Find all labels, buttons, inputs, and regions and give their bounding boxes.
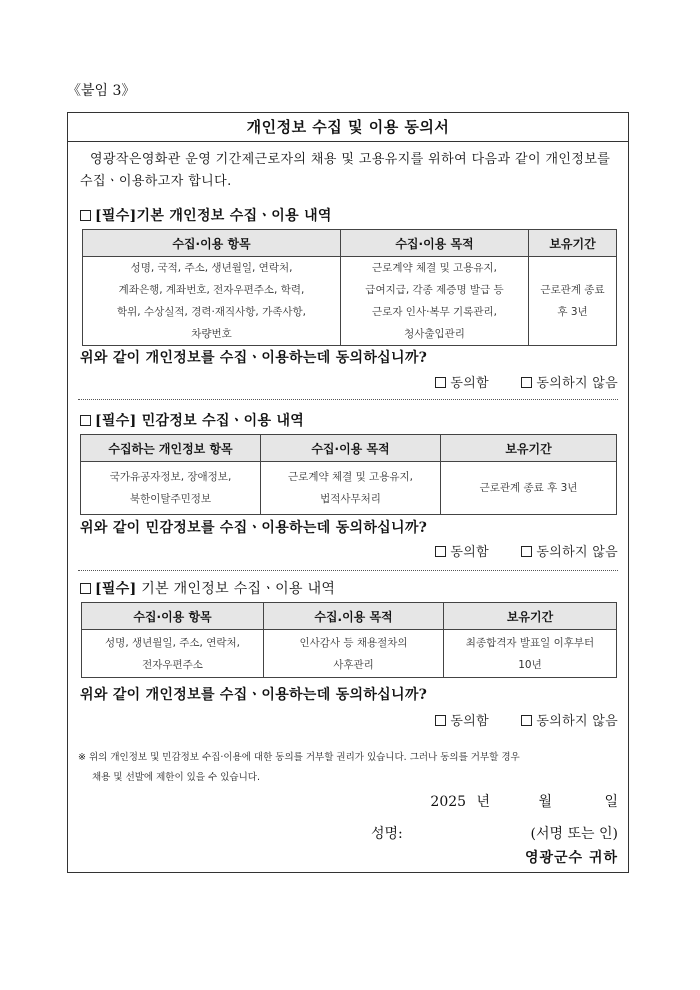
form-intro: 영광작은영화관 운영 기간제근로자의 채용 및 고용유지를 위하여 다음과 같이 개인정보를 수집ㆍ이용하고자 합니다. [80,152,611,189]
disagree-checkbox[interactable] [521,546,532,557]
year-value: 2025 [430,794,467,810]
col-header-retention: 보유기간 [529,230,617,257]
month-unit[interactable]: 월 [538,794,553,810]
agree-option[interactable]: 동의함 [435,714,489,729]
section-3-answers [407,710,618,729]
table-row [83,257,617,346]
section-2-question: 위와 같이 민감정보를 수집ㆍ이용하는데 동의하십니까? [80,520,428,536]
divider [78,399,618,400]
day-unit[interactable]: 일 [604,794,618,810]
section-2-checkbox[interactable] [80,415,91,426]
consent-form [67,112,629,873]
cell-items: 성명, 국적, 주소, 생년월일, 연락처, 계좌은행, 계좌번호, 전자우편주소, 학력, 학위, 수상실적, 경력·재직사항, 가족사항, 차량번호 [83,257,341,346]
cell-purpose: 근로계약 체결 및 고용유지, 법적사무처리 [261,462,441,515]
cell-items: 성명, 생년월일, 주소, 연락처, 전자우편주소 [82,630,264,678]
attachment-label: 《붙임 3》 [67,83,136,99]
col-header-items: 수집·이용 항목 [83,230,341,257]
cell-purpose: 근로계약 체결 및 고용유지, 급여지급, 각종 제증명 발급 등 근로자 인사·복무 기록관리, 청사출입관리 [341,257,529,346]
table-row [81,462,617,515]
section-1-checkbox[interactable] [80,210,91,221]
section-1-heading [80,205,332,225]
required-tag: [필수] [95,581,137,597]
col-header-retention: 보유기간 [441,435,617,462]
required-tag: [필수] [95,413,137,429]
required-tag: [필수] [95,208,137,224]
agree-checkbox[interactable] [435,377,446,388]
section-1-question: 위와 같이 개인정보를 수집ㆍ이용하는데 동의하십니까? [80,350,428,366]
section-3-title: 기본 개인정보 수집ㆍ이용 내역 [141,581,336,597]
disagree-checkbox[interactable] [521,715,532,726]
col-header-items: 수집·이용 항목 [82,603,264,630]
form-title: 개인정보 수집 및 이용 동의서 [68,113,628,142]
divider [78,570,618,571]
col-header-purpose: 수집.이용 목적 [264,603,444,630]
col-header-items: 수집하는 개인정보 항목 [81,435,261,462]
section-2-title: 민감정보 수집ㆍ이용 내역 [141,413,305,429]
section-3-heading [80,578,335,598]
col-header-purpose: 수집·이용 목적 [261,435,441,462]
section-2-heading [80,410,304,430]
cell-retention: 근로관계 종료 후 3년 [441,462,617,515]
year-unit: 년 [476,794,491,810]
disagree-checkbox[interactable] [521,377,532,388]
agree-option[interactable]: 동의함 [435,376,489,391]
date-line [430,791,618,811]
cell-purpose: 인사감사 등 채용절차의 사후관리 [264,630,444,678]
disagree-option[interactable]: 동의하지 않음 [521,714,618,729]
section-3-question: 위와 같이 개인정보를 수집ㆍ이용하는데 동의하십니까? [80,687,428,703]
table-row [82,630,617,678]
refusal-notice: ※ 위의 개인정보 및 민감정보 수집·이용에 대한 동의를 거부할 권리가 있습니다. 그러나 동의를 거부할 경우 채용 및 선발에 제한이 있을 수 있습니다. [78,752,520,783]
disagree-option[interactable]: 동의하지 않음 [521,376,618,391]
section-1-answers [407,372,618,391]
section-3-checkbox[interactable] [80,583,91,594]
signature-field[interactable]: (서명 또는 인) [530,826,618,842]
col-header-purpose: 수집·이용 목적 [341,230,529,257]
section-3-table [81,602,617,678]
cell-items: 국가유공자정보, 장애정보, 북한이탈주민정보 [81,462,261,515]
addressee: 영광군수 귀하 [524,850,618,866]
cell-retention: 최종합격자 발표일 이후부터 10년 [444,630,617,678]
section-2-answers [407,541,618,560]
section-1-title: 기본 개인정보 수집ㆍ이용 내역 [136,208,332,224]
section-1-table [82,229,617,346]
disagree-option[interactable]: 동의하지 않음 [521,545,618,560]
col-header-retention: 보유기간 [444,603,617,630]
agree-checkbox[interactable] [435,715,446,726]
section-2-table [80,434,617,515]
signature-label: 성명: [371,826,403,842]
agree-option[interactable]: 동의함 [435,545,489,560]
agree-checkbox[interactable] [435,546,446,557]
cell-retention: 근로관계 종료 후 3년 [529,257,617,346]
